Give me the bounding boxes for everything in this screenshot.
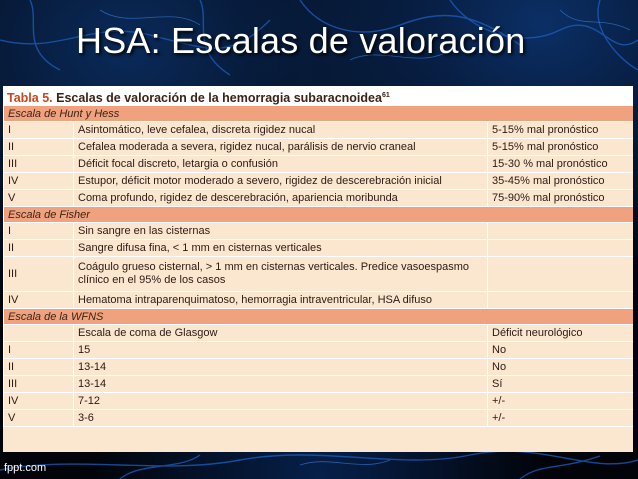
- table-row: [4, 190, 634, 207]
- fisher-title: Escala de Fisher: [4, 207, 634, 223]
- table-row: [4, 393, 634, 410]
- table-row: [4, 342, 634, 359]
- deficit-cell: Sí: [488, 376, 634, 393]
- grade-cell: IV: [4, 393, 74, 410]
- description-cell: Cefalea moderada a severa, rigidez nucal, parálisis de nervio craneal: [74, 139, 488, 156]
- table-header-row: [4, 325, 634, 342]
- table-caption-lead: Tabla 5.: [7, 91, 53, 106]
- table-row: [4, 359, 634, 376]
- empty-cell: [488, 240, 634, 257]
- section-header-row: [4, 207, 634, 223]
- description-cell: Coma profundo, rigidez de descerebración, apariencia moribunda: [74, 190, 488, 207]
- grade-cell: II: [4, 359, 74, 376]
- glasgow-column-header: Escala de coma de Glasgow: [74, 325, 488, 342]
- footer-watermark: fppt.com: [4, 462, 47, 474]
- outcome-cell: 5-15% mal pronóstico: [488, 122, 634, 139]
- glasgow-cell: 13-14: [74, 376, 488, 393]
- grade-cell: I: [4, 342, 74, 359]
- table-row: [4, 240, 634, 257]
- valuation-scales-table-panel: [3, 86, 633, 452]
- description-cell: Estupor, déficit motor moderado a severo, rigidez de descerebración inicial: [74, 173, 488, 190]
- deficit-cell: No: [488, 359, 634, 376]
- table-row: [4, 139, 634, 156]
- fisher-section: [4, 207, 634, 309]
- description-cell: Sin sangre en las cisternas: [74, 223, 488, 240]
- table-row: [4, 257, 634, 292]
- deficit-cell: +/-: [488, 393, 634, 410]
- grade-cell: III: [4, 257, 74, 292]
- grade-cell: I: [4, 223, 74, 240]
- table-caption-reference: 61: [381, 92, 390, 99]
- table-caption-text: Escalas de valoración de la hemorragia subaracnoidea: [56, 91, 382, 106]
- grade-cell: III: [4, 156, 74, 173]
- wfns-title: Escala de la WFNS: [4, 309, 634, 325]
- glasgow-cell: 7-12: [74, 393, 488, 410]
- section-header-row: [4, 309, 634, 325]
- valuation-scales-table: [3, 105, 633, 427]
- grade-cell: I: [4, 122, 74, 139]
- hunt-hess-title: Escala de Hunt y Hess: [4, 106, 634, 122]
- description-cell: Asintomático, leve cefalea, discreta rigidez nucal: [74, 122, 488, 139]
- description-cell: Coágulo grueso cisternal, > 1 mm en cisternas verticales. Predice vasoespasmo clínico en el 95% de los casos: [74, 257, 488, 292]
- description-cell: Hematoma intraparenquimatoso, hemorragia intraventricular, HSA difuso: [74, 292, 488, 309]
- empty-cell: [488, 292, 634, 309]
- grade-cell: III: [4, 376, 74, 393]
- outcome-cell: 35-45% mal pronóstico: [488, 173, 634, 190]
- slide-title: HSA: Escalas de valoración: [76, 20, 526, 61]
- hunt-hess-section: [4, 106, 634, 207]
- empty-cell: [488, 257, 634, 292]
- table-row: [4, 292, 634, 309]
- grade-cell: IV: [4, 173, 74, 190]
- outcome-cell: 5-15% mal pronóstico: [488, 139, 634, 156]
- grade-cell: V: [4, 190, 74, 207]
- section-header-row: [4, 106, 634, 122]
- grade-cell: V: [4, 410, 74, 427]
- table-row: [4, 376, 634, 393]
- table-row: [4, 223, 634, 240]
- deficit-cell: No: [488, 342, 634, 359]
- glasgow-cell: 3-6: [74, 410, 488, 427]
- deficit-column-header: Déficit neurológico: [488, 325, 634, 342]
- table-row: [4, 122, 634, 139]
- table-caption: [3, 86, 633, 105]
- table-row: [4, 410, 634, 427]
- empty-cell: [488, 223, 634, 240]
- outcome-cell: 75-90% mal pronóstico: [488, 190, 634, 207]
- glasgow-cell: 15: [74, 342, 488, 359]
- outcome-cell: 15-30 % mal pronóstico: [488, 156, 634, 173]
- table-row: [4, 156, 634, 173]
- wfns-section: [4, 309, 634, 427]
- table-row: [4, 173, 634, 190]
- glasgow-cell: 13-14: [74, 359, 488, 376]
- empty-cell: [4, 325, 74, 342]
- grade-cell: II: [4, 139, 74, 156]
- deficit-cell: +/-: [488, 410, 634, 427]
- grade-cell: IV: [4, 292, 74, 309]
- description-cell: Sangre difusa fina, < 1 mm en cisternas verticales: [74, 240, 488, 257]
- description-cell: Déficit focal discreto, letargia o confusión: [74, 156, 488, 173]
- grade-cell: II: [4, 240, 74, 257]
